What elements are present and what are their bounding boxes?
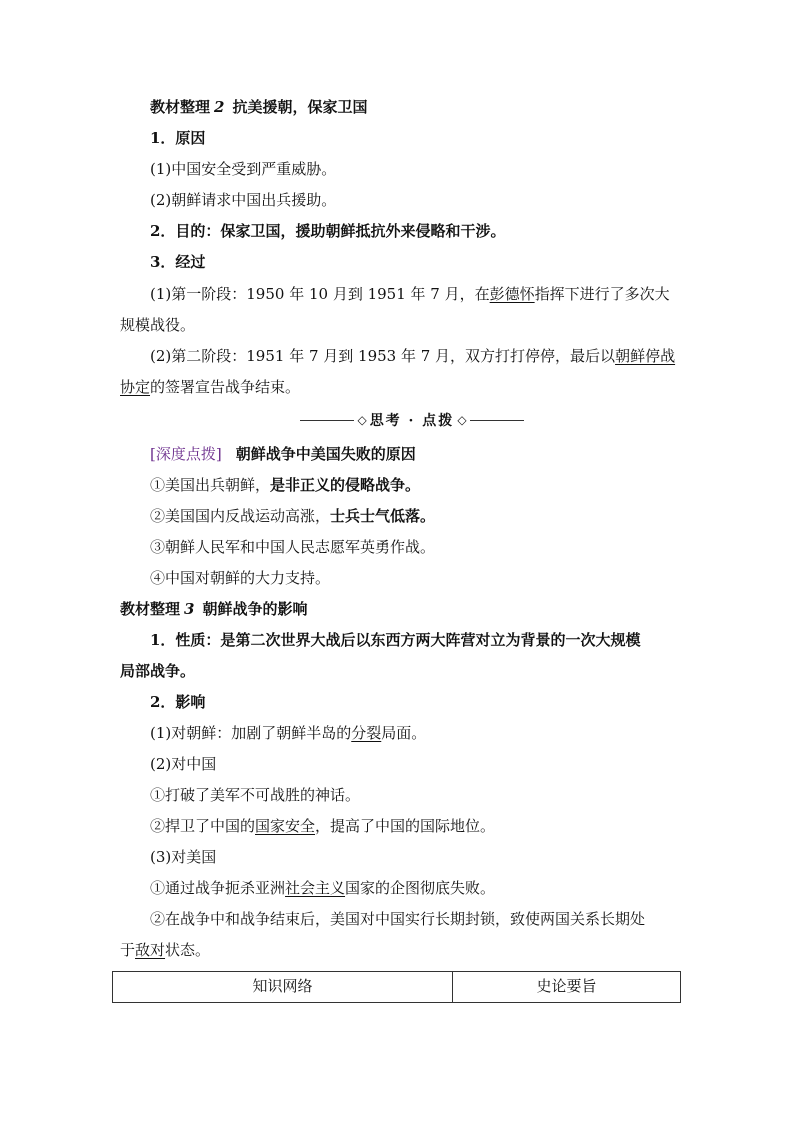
section-divider bbox=[300, 410, 524, 430]
insight-point-4: ④中国对朝鲜的大力支持。 bbox=[150, 569, 331, 587]
reason-heading: 1．原因 bbox=[150, 129, 206, 147]
divider-title: 思考 · 点拨 bbox=[369, 413, 455, 429]
table-header-history-thesis: 史论要旨 bbox=[453, 972, 681, 1003]
knowledge-table bbox=[112, 971, 681, 1003]
impact-usa-1: ①通过战争扼杀亚洲社会主义国家的企图彻底失败。 bbox=[150, 879, 496, 897]
underlined-term: 彭德怀 bbox=[489, 285, 535, 303]
impact-china-2: ②捍卫了中国的国家安全，提高了中国的国际地位。 bbox=[150, 817, 496, 835]
impact-usa-2: ②在战争中和战争结束后，美国对中国实行长期封锁，致使两国关系长期处 bbox=[150, 910, 646, 928]
section3-heading: 教材整理 3 朝鲜战争的影响 bbox=[120, 600, 308, 618]
impact-china-heading: (2)对中国 bbox=[150, 755, 217, 773]
diamond-icon: ◇ bbox=[357, 413, 367, 427]
purpose-paragraph: 2．目的：保家卫国，援助朝鲜抵抗外来侵略和干涉。 bbox=[150, 222, 506, 240]
underlined-term: 国家安全 bbox=[255, 817, 316, 835]
stage1-line: (1)第一阶段：1950 年 10 月到 1951 年 7 月，在彭德怀指挥下进行了多次大 bbox=[150, 285, 670, 303]
section2-heading: 教材整理 2 抗美援朝，保家卫国 bbox=[150, 98, 368, 116]
underlined-term: 社会主义 bbox=[285, 879, 346, 897]
insight-point-1: ①美国出兵朝鲜，是非正义的侵略战争。 bbox=[150, 476, 421, 494]
reason-item-2: (2)朝鲜请求中国出兵援助。 bbox=[150, 191, 337, 209]
underlined-term: 朝鲜停战 bbox=[615, 347, 676, 365]
stage2-line-cont: 协定的签署宣告战争结束。 bbox=[120, 378, 301, 396]
nature-line: 1．性质：是第二次世界大战后以东西方两大阵营对立为背景的一次大规模 bbox=[150, 631, 641, 649]
nature-line-cont: 局部战争。 bbox=[120, 662, 196, 680]
course-heading: 3．经过 bbox=[150, 253, 206, 271]
underlined-term: 分裂 bbox=[351, 724, 382, 742]
insight-heading: [深度点拨] 朝鲜战争中美国失败的原因 bbox=[150, 445, 416, 463]
impact-usa-heading: (3)对美国 bbox=[150, 848, 217, 866]
table-header-row bbox=[113, 972, 681, 1003]
reason-item-1: (1)中国安全受到严重威胁。 bbox=[150, 160, 337, 178]
underlined-term: 敌对 bbox=[135, 941, 166, 959]
stage2-line: (2)第二阶段：1951 年 7 月到 1953 年 7 月，双方打打停停，最后以朝鲜停战 bbox=[150, 347, 676, 365]
divider-rule bbox=[300, 420, 354, 421]
impact-china-1: ①打破了美军不可战胜的神话。 bbox=[150, 786, 361, 804]
insight-point-2: ②美国国内反战运动高涨，士兵士气低落。 bbox=[150, 507, 436, 525]
divider-rule bbox=[470, 420, 524, 421]
diamond-icon: ◇ bbox=[457, 413, 467, 427]
stage1-line-cont: 规模战役。 bbox=[120, 316, 196, 334]
impact-usa-2-cont: 于敌对状态。 bbox=[120, 941, 211, 959]
insight-point-3: ③朝鲜人民军和中国人民志愿军英勇作战。 bbox=[150, 538, 436, 556]
table-header-knowledge-network: 知识网络 bbox=[113, 972, 453, 1003]
impact-korea: (1)对朝鲜：加剧了朝鲜半岛的分裂局面。 bbox=[150, 724, 427, 742]
underlined-term: 协定 bbox=[120, 378, 151, 396]
insight-tag: [深度点拨] bbox=[150, 445, 222, 463]
impact-heading: 2．影响 bbox=[150, 693, 206, 711]
